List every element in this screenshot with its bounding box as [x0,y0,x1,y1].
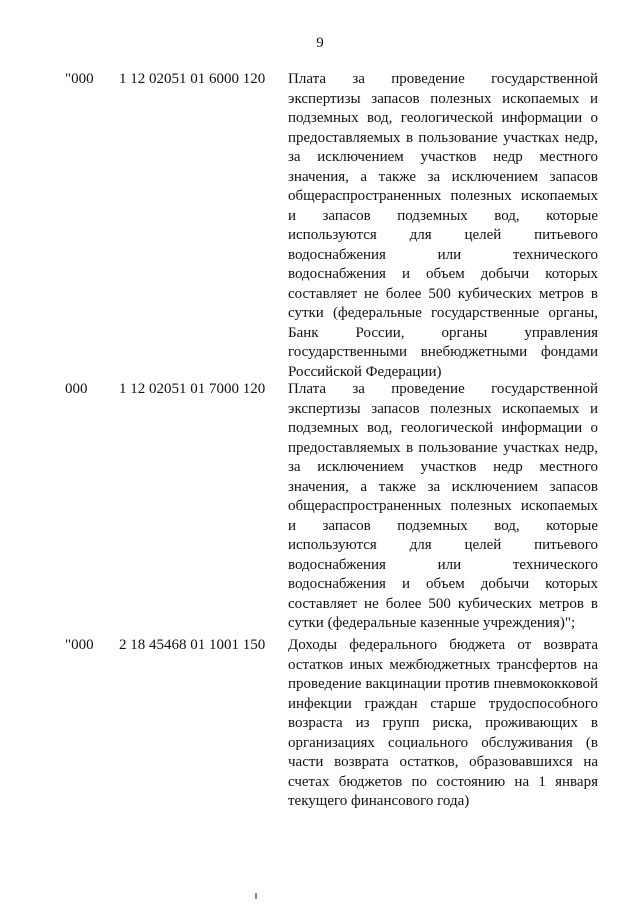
income-description: Плата за проведение государственной экспертизы запасов полезных ископаемых и подземных вод, геологической информации о предоставляемых в пользование участках недр, за исключением участков недр местного значения, а также за исключением запасов общераспространенных полезных ископаемых и запасов подземных вод, которые используются для целей питьевого водоснабжения или технического водоснабжения и объем добычи которых составляет не более 500 кубических метров в сутки (федеральные государственные органы, Банк России, органы управления государственными внебюджетными фондами Российской Федерации) [288,71,598,380]
budget-classification-code: 2 18 45468 01 1001 150 [119,637,266,653]
scan-artifact-mark [255,893,257,899]
budget-classification-code: 1 12 02051 01 7000 120 [119,381,266,397]
income-description: Плата за проведение государственной экспертизы запасов полезных ископаемых и подземных вод, геологической информации о предоставляемых в пользование участках недр, за исключением участков недр местного значения, а также за исключением запасов общераспространенных полезных ископаемых и запасов подземных вод, которые используются для целей питьевого водоснабжения или технического водоснабжения и объем добычи которых составляет не более 500 кубических метров в сутки (федеральные казенные учреждения)"; [288,381,598,631]
page-number: 9 [316,35,324,51]
admin-code: "000 [65,71,94,87]
income-description: Доходы федерального бюджета от возврата остатков иных межбюджетных трансфертов на проведение вакцинации против пневмококковой инфекции граждан старше трудоспособного возраста из групп риска, проживающих в организациях социального обслуживания (в части возврата остатков, образовавшихся на счетах бюджетов по состоянию на 1 января текущего финансового года) [288,637,598,809]
budget-classification-code: 1 12 02051 01 6000 120 [119,71,266,87]
admin-code: "000 [65,637,94,653]
admin-code: 000 [65,381,88,397]
